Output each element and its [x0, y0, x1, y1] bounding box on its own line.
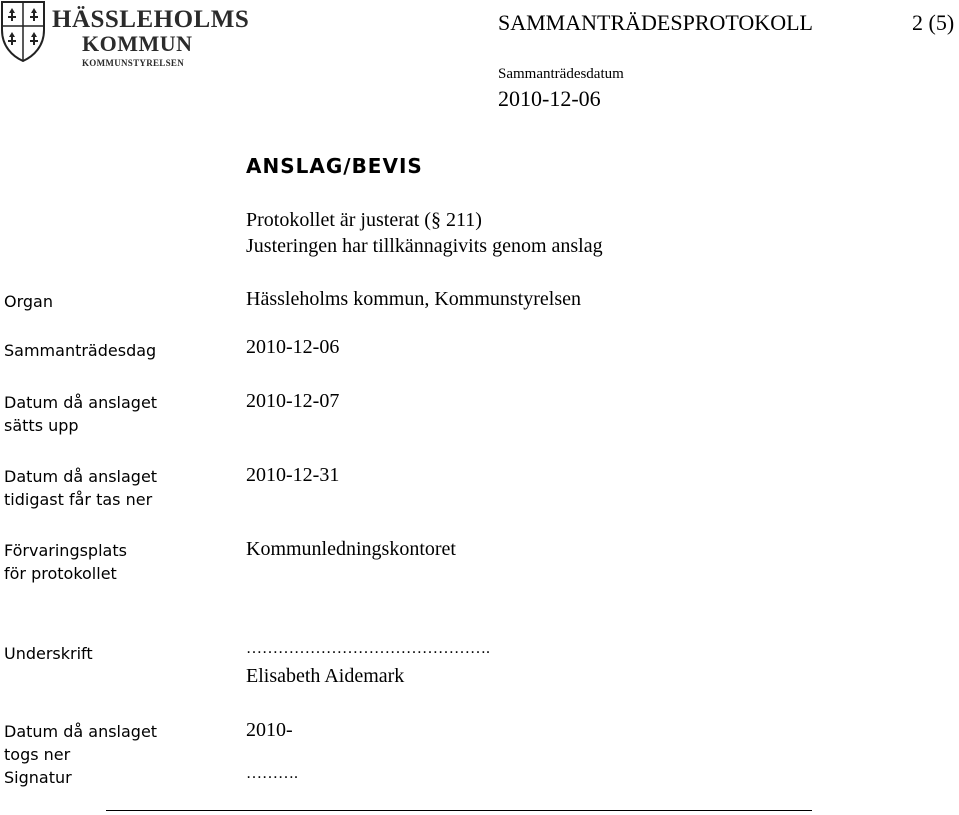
signature-label: Underskrift — [4, 644, 93, 663]
document-type: SAMMANTRÄDESPROTOKOLL — [498, 10, 813, 35]
removal-date-label-line-2: tidigast får tas ner — [4, 490, 153, 509]
signature-dots: ………. — [246, 765, 298, 782]
removal-date-label-line-1: Datum då anslaget — [4, 467, 158, 486]
logo-word-3: KOMMUNSTYRELSEN — [82, 58, 185, 68]
organ-value: Hässleholms kommun, Kommunstyrelsen — [246, 288, 581, 310]
coat-of-arms-icon — [0, 0, 46, 62]
taken-down-value: 2010- — [246, 719, 293, 741]
posted-date-label — [4, 391, 157, 437]
taken-down-label-line-1: Datum då anslaget — [4, 722, 158, 741]
storage-label-line-2: för protokollet — [4, 564, 117, 583]
meeting-day-value: 2010-12-06 — [246, 336, 340, 358]
storage-value: Kommunledningskontoret — [246, 538, 456, 560]
signature-line: ………………………………………. — [246, 640, 490, 657]
bottom-divider — [106, 810, 812, 811]
taken-down-label — [4, 720, 157, 789]
municipality-logo — [0, 0, 250, 74]
page-number: 2 (5) — [912, 10, 955, 35]
logo-word-2: KOMMUN — [82, 31, 193, 56]
storage-label — [4, 539, 127, 585]
posted-date-label-line-1: Datum då anslaget — [4, 393, 158, 412]
posted-date-value: 2010-12-07 — [246, 390, 340, 412]
logo-word-1: HÄSSLEHOLMS — [52, 6, 250, 33]
taken-down-label-line-2: togs ner — [4, 745, 71, 764]
posted-date-label-line-2: sätts upp — [4, 416, 79, 435]
notice-line-1: Protokollet är justerat (§ 211) — [246, 209, 482, 231]
taken-down-label-line-3: Signatur — [4, 768, 72, 787]
meeting-day-label: Sammanträdesdag — [4, 341, 157, 360]
notice-title: ANSLAG/BEVIS — [246, 154, 423, 178]
removal-date-label — [4, 465, 157, 511]
notice-line-2: Justeringen har tillkännagivits genom anslag — [246, 235, 603, 257]
meeting-date-value: 2010-12-06 — [498, 86, 601, 111]
meeting-date-label: Sammanträdesdatum — [498, 66, 624, 82]
removal-date-value: 2010-12-31 — [246, 464, 340, 486]
organ-label: Organ — [4, 292, 53, 311]
signatory-name: Elisabeth Aidemark — [246, 665, 405, 687]
storage-label-line-1: Förvaringsplats — [4, 541, 127, 560]
